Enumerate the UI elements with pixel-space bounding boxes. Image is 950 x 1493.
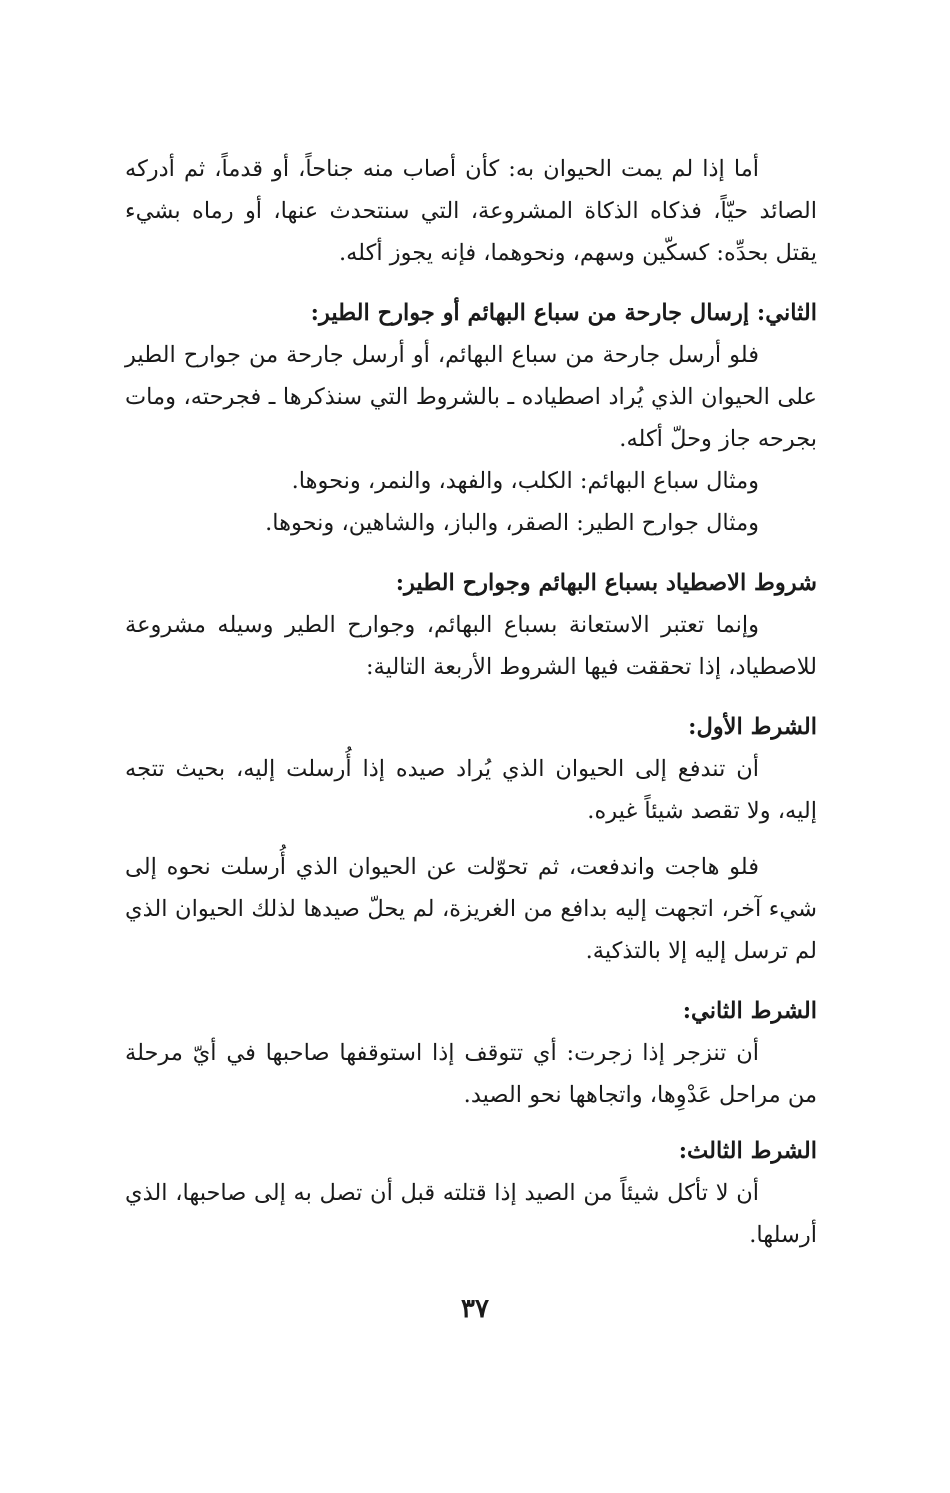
heading-second-method: الثاني: إرسال جارحة من سباع البهائم أو جوارح الطير: [310, 300, 817, 326]
paragraph-wounded-animal: أما إذا لم يمت الحيوان به: كأن أصاب منه جناحاً، أو قدماً، ثم أدركه الصائد حيّاً، فذكاه الذكاة المشروعة، التي سنتحدث عنها، أو رماه بشيء يقتل بحدِّه: كسكّين وسهم، ونحوهما، فإنه يجوز أكله. [125, 156, 817, 266]
heading-condition-2: الشرط الثاني: [682, 998, 817, 1024]
page-body [125, 148, 817, 1256]
paragraph-condition-2: أن تنزجر إذا زجرت: أي تتوقف إذا استوقفها صاحبها في أيّ مرحلة من مراحل عَدْوِها، واتجاهها نحو الصيد. [125, 1040, 817, 1108]
paragraph-sending-predator: فلو أرسل جارحة من سباع البهائم، أو أرسل جارحة من جوارح الطير على الحيوان الذي يُراد اصطياده ـ بالشروط التي سنذكرها ـ فجرحته، ومات بجرحه جاز وحلّ أكله. [125, 342, 817, 452]
heading-hunting-conditions: شروط الاصطياد بسباع البهائم وجوارح الطير: [395, 570, 817, 596]
example-beasts: ومثال سباع البهائم: الكلب، والفهد، والنمر، ونحوها. [291, 468, 759, 494]
example-birds: ومثال جوارح الطير: الصقر، والباز، والشاهين، ونحوها. [265, 510, 759, 536]
heading-condition-3: الشرط الثالث: [678, 1138, 817, 1164]
page-number: ٣٧ [461, 1294, 489, 1324]
paragraph-conditions-intro: وإنما تعتبر الاستعانة بسباع البهائم، وجوارح الطير وسيله مشروعة للاصطياد، إذا تحققت فيها الشروط الأربعة التالية: [125, 612, 817, 680]
paragraph-condition-1-detail: فلو هاجت واندفعت، ثم تحوّلت عن الحيوان الذي أُرسلت نحوه إلى شيء آخر، اتجهت إليه بدافع من الغريزة، لم يحلّ صيدها لذلك الحيوان الذي لم ترسل إليه إلا بالتذكية. [125, 854, 817, 964]
paragraph-condition-3: أن لا تأكل شيئاً من الصيد إذا قتلته قبل أن تصل به إلى صاحبها، الذي أرسلها. [125, 1180, 817, 1248]
paragraph-condition-1: أن تندفع إلى الحيوان الذي يُراد صيده إذا أُرسلت إليه، بحيث تتجه إليه، ولا تقصد شيئاً غيره. [125, 756, 817, 824]
heading-condition-1: الشرط الأول: [688, 714, 817, 740]
